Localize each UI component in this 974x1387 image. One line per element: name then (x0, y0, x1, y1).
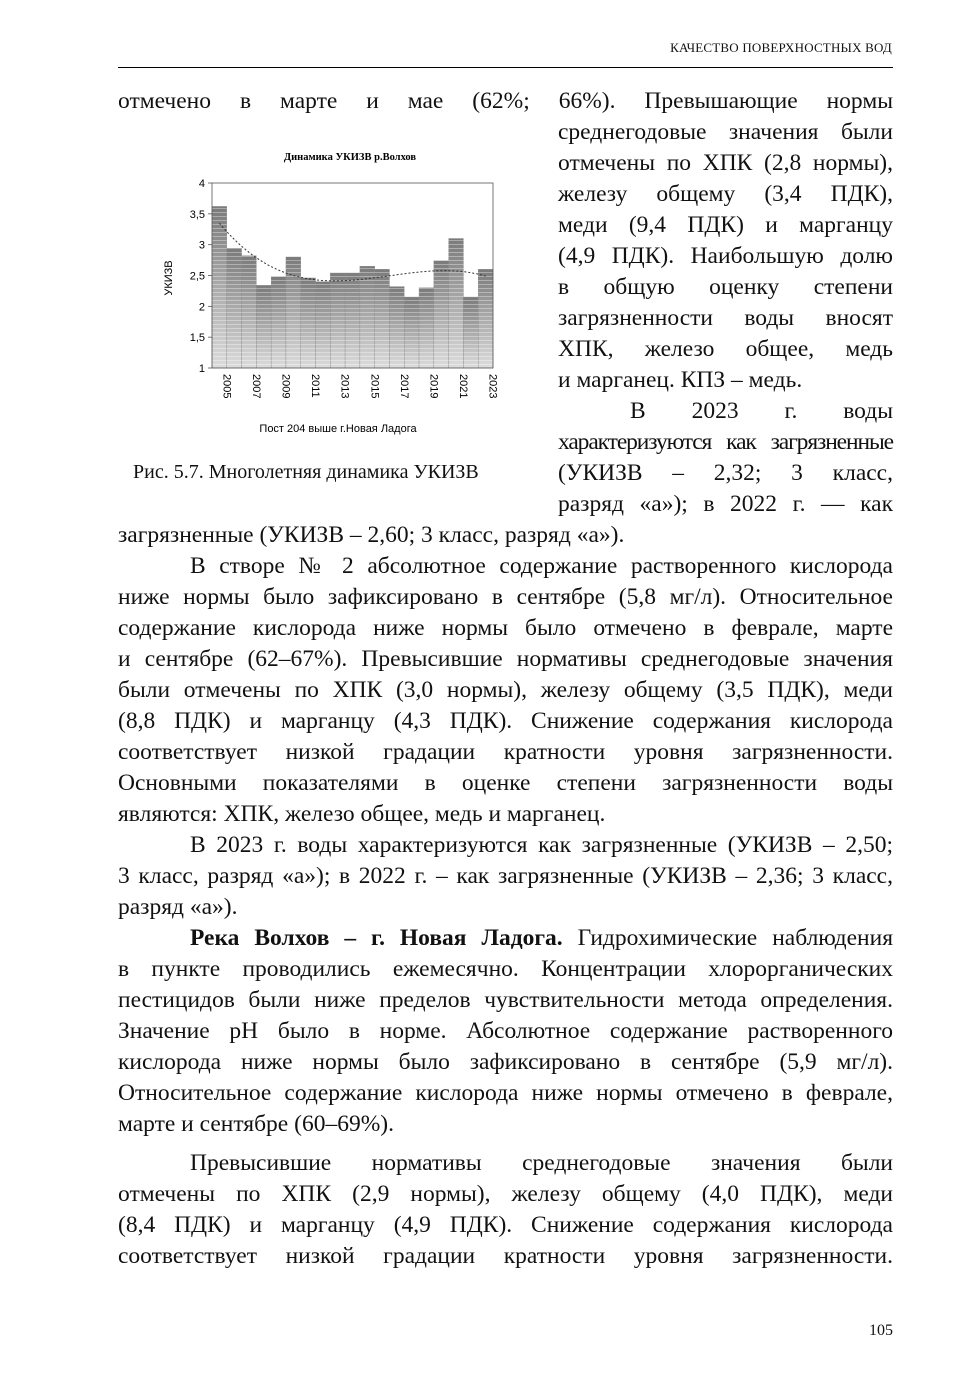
bar-texture-2011 (301, 278, 316, 368)
text-line-18: содержание кислорода ниже нормы было отмечено в феврале, марте (118, 615, 893, 641)
text-line-9: ХПК, железо общее, медь (558, 336, 893, 362)
text-line-35: Превысившие нормативы среднегодовые значения были (190, 1150, 893, 1176)
text-line-10: и марганец. КПЗ – медь. (558, 367, 803, 393)
x-tick-label: 2005 (220, 374, 233, 399)
y-tick-label: 1,5 (189, 332, 205, 345)
chart-ylabel: УКИЗВ (163, 260, 175, 296)
x-tick-label: 2009 (279, 374, 292, 399)
bar-texture-2013 (330, 273, 345, 368)
bar-texture-2010 (286, 257, 301, 368)
text-line-28-rest: Гидрохимические наблюдения (577, 925, 894, 951)
text-line-28 (190, 923, 893, 954)
text-line-24: являются: ХПК, железо общее, медь и марганец. (118, 801, 606, 827)
x-tick-label: 2017 (397, 374, 410, 399)
text-line-29: в пункте проводились ежемесячно. Концентрации хлорорганических (118, 956, 893, 982)
text-line-17: ниже нормы было зафиксировано в сентябре (5,8 мг/л). Относительное (118, 584, 893, 610)
text-line-1: отмечено в марте и мае (62%; 66%). Превышающие нормы (118, 88, 893, 114)
text-line-36: отмечены по ХПК (2,9 нормы), железу общему (4,0 ПДК), меди (118, 1181, 893, 1207)
text-line-2: среднегодовые значения были (558, 119, 893, 145)
figure-caption: Рис. 5.7. Многолетняя динамика УКИЗВ (133, 461, 479, 483)
text-line-5: меди (9,4 ПДК) и марганцу (558, 212, 893, 238)
text-line-22: соответствует низкой градации кратности уровня загрязненности. (118, 739, 893, 765)
bar-texture-2012 (316, 282, 331, 368)
bar-texture-2017 (389, 287, 404, 368)
bar-texture-2021 (449, 239, 464, 369)
bar-texture-2009 (271, 277, 286, 368)
text-line-20: были отмечены по ХПК (3,0 нормы), железу общему (3,5 ПДК), меди (118, 677, 893, 703)
text-line-32: кислорода ниже нормы было зафиксировано в сентябре (5,9 мг/л). (118, 1049, 893, 1075)
y-tick-label: 2,5 (189, 270, 205, 283)
bar-texture-2005 (212, 206, 227, 368)
bar-texture-2019 (419, 288, 434, 368)
running-head: КАЧЕСТВО ПОВЕРХНОСТНЫХ ВОД (670, 40, 892, 55)
text-line-33: Относительное содержание кислорода ниже нормы отмечено в феврале, (118, 1080, 893, 1106)
text-line-8: загрязненности воды вносят (558, 305, 893, 331)
text-line-11: В 2023 г. воды (630, 398, 893, 424)
y-tick-label: 3 (198, 239, 205, 252)
chart-title: Динамика УКИЗВ р.Волхов (283, 152, 417, 163)
text-line-31: Значение рН было в норме. Абсолютное содержание растворенного (118, 1018, 893, 1044)
section-heading: Река Волхов – г. Новая Ладога. (190, 925, 563, 951)
text-line-25: В 2023 г. воды характеризуются как загрязненные (УКИЗВ – 2,50; (190, 832, 893, 858)
bar-texture-2006 (227, 248, 242, 368)
text-line-37: (8,4 ПДК) и марганцу (4,9 ПДК). Снижение содержания кислорода (118, 1212, 893, 1238)
text-line-16: В створе № 2 абсолютное содержание растворенного кислорода (190, 553, 893, 579)
bar-texture-2023 (478, 269, 493, 368)
bar-texture-2014 (345, 273, 360, 368)
y-tick-label: 3,5 (189, 208, 205, 221)
bar-texture-2008 (256, 285, 271, 368)
y-tick-label: 2 (198, 301, 205, 314)
page-number: 105 (869, 1322, 893, 1339)
text-line-19: и сентябре (62–67%). Превысившие нормативы среднегодовые значения (118, 646, 893, 672)
x-tick-label: 2015 (368, 374, 381, 399)
bar-texture-2007 (242, 256, 257, 368)
x-tick-label: 2007 (249, 374, 262, 399)
text-line-4: железу общему (3,4 ПДК), (558, 181, 893, 207)
text-line-7: в общую оценку степени (558, 274, 893, 300)
x-tick-label: 2011 (309, 374, 322, 398)
text-line-3: отмечены по ХПК (2,8 нормы), (558, 150, 893, 176)
x-tick-label: 2023 (486, 374, 499, 399)
y-tick-label: 1 (198, 363, 205, 375)
header-rule (118, 67, 893, 68)
x-tick-label: 2021 (457, 374, 470, 399)
text-line-13: (УКИЗВ – 2,32; 3 класс, (558, 460, 893, 486)
text-line-15: загрязненные (УКИЗВ – 2,60; 3 класс, разряд «а»). (118, 522, 625, 548)
text-line-23: Основными показателями в оценке степени загрязненности воды (118, 770, 893, 796)
text-line-12: характеризуются как загрязненные (558, 429, 893, 455)
x-tick-label: 2013 (338, 374, 351, 399)
text-line-6: (4,9 ПДК). Наибольшую долю (558, 243, 893, 269)
bar-texture-2020 (434, 261, 449, 368)
text-line-26: 3 класс, разряд «а»); в 2022 г. – как загрязненные (УКИЗВ – 2,36; 3 класс, (118, 863, 893, 889)
bar-texture-2022 (463, 297, 478, 368)
text-line-30: пестицидов были ниже пределов чувствительности метода определения. (118, 987, 893, 1013)
ukizv-chart (150, 140, 530, 445)
bar-texture-2018 (404, 297, 419, 368)
y-tick-label: 4 (198, 178, 205, 190)
chart-xlabel: Пост 204 выше г.Новая Ладога (259, 423, 417, 435)
x-tick-label: 2019 (427, 374, 440, 399)
bar-texture-2016 (375, 269, 390, 368)
text-line-34: марте и сентябре (60–69%). (118, 1111, 394, 1137)
text-line-21: (8,8 ПДК) и марганцу (4,3 ПДК). Снижение содержания кислорода (118, 708, 893, 734)
text-line-14: разряд «а»); в 2022 г. — как (558, 491, 893, 517)
bar-texture-2015 (360, 266, 375, 368)
text-line-38: соответствует низкой градации кратности уровня загрязненности. (118, 1243, 893, 1269)
text-line-27: разряд «а»). (118, 894, 238, 920)
